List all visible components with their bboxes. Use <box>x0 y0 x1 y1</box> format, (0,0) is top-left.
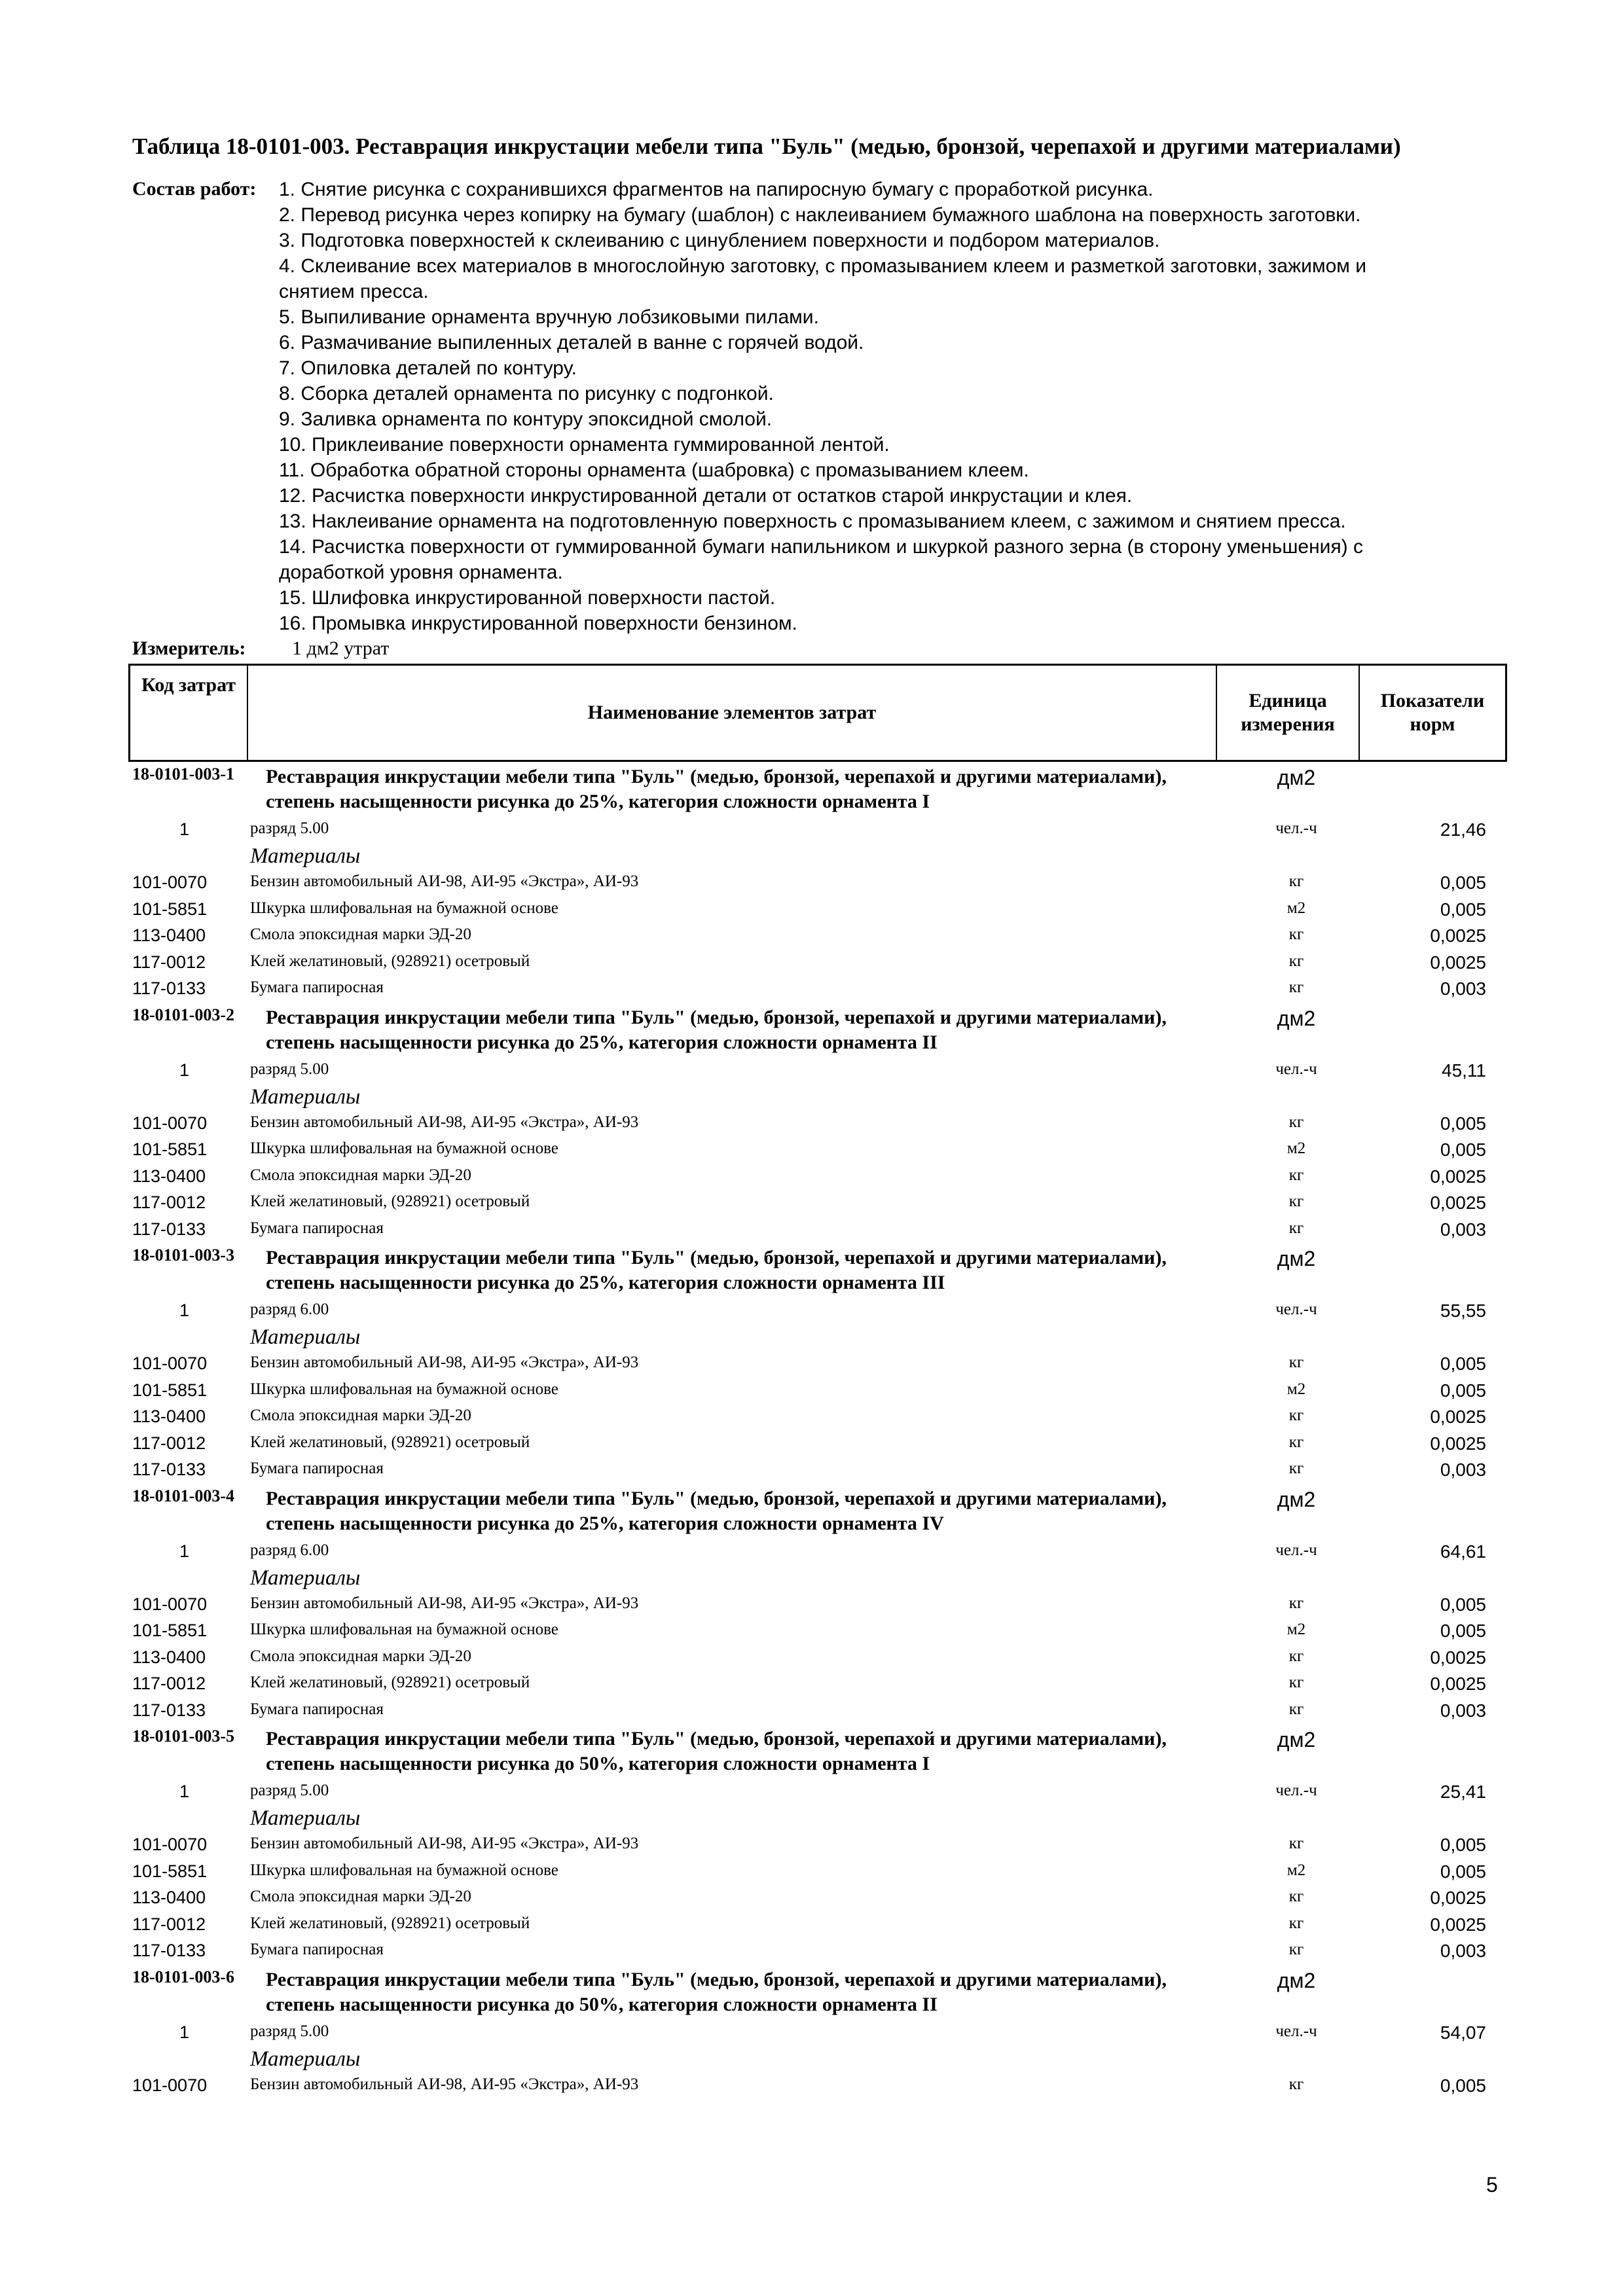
section-unit: дм2 <box>1277 1487 1316 1511</box>
material-norm: 0,005 <box>1440 1621 1486 1641</box>
works-list <box>279 177 1457 636</box>
material-name: Бензин автомобильный АИ-98, АИ-95 «Экстра», АИ-93 <box>250 1835 639 1852</box>
labor-code: 1 <box>179 1300 190 1320</box>
material-code: 117-0133 <box>132 978 206 998</box>
material-name: Клей желатиновый, (928921) осетровый <box>250 952 530 970</box>
labor-name: разряд 6.00 <box>250 1541 329 1559</box>
material-name: Бензин автомобильный АИ-98, АИ-95 «Экстра», АИ-93 <box>250 2075 639 2093</box>
material-unit: м2 <box>1286 1621 1306 1638</box>
material-name: Смола эпоксидная марки ЭД-20 <box>250 1407 471 1424</box>
section-unit: дм2 <box>1277 1006 1316 1030</box>
materials-label: Материалы <box>250 1566 361 1590</box>
material-name: Шкурка шлифовальная на бумажной основе <box>250 899 558 917</box>
material-unit: кг <box>1288 1700 1304 1718</box>
material-unit: кг <box>1288 1407 1304 1424</box>
labor-unit: чел.-ч <box>1275 1060 1317 1078</box>
labor-code: 1 <box>179 1782 190 1801</box>
work-item: 2. Перевод рисунка через копирку на бумагу (шаблон) с наклеиванием бумажного шаблона на поверхность заготовки. <box>279 204 1361 226</box>
section-unit: дм2 <box>1277 766 1316 789</box>
material-code: 117-0012 <box>132 1674 206 1693</box>
work-item: 14. Расчистка поверхности от гуммированной бумаги напильником и шкуркой разного зерна (в сторону уменьшения) с <box>279 536 1363 558</box>
material-norm: 0,003 <box>1440 1219 1486 1240</box>
material-norm: 0,005 <box>1440 872 1486 893</box>
materials-label: Материалы <box>250 1806 361 1830</box>
work-item: 1. Снятие рисунка с сохранившихся фрагментов на папиросную бумагу с проработкой рисунка. <box>279 179 1154 200</box>
section-name: Реставрация инкрустации мебели типа "Буль" (медью, бронзой, черепахой и другими материалами), степень насыщенности рисунка до 25%, категория сложности орнамента I <box>266 766 1167 812</box>
labor-code: 1 <box>179 1060 190 1080</box>
material-norm: 0,0025 <box>1430 1407 1486 1427</box>
material-name: Шкурка шлифовальная на бумажной основе <box>250 1861 558 1879</box>
material-code: 101-0070 <box>132 1354 208 1373</box>
material-code: 113-0400 <box>132 925 206 945</box>
material-unit: м2 <box>1286 899 1306 917</box>
material-norm: 0,005 <box>1440 899 1486 920</box>
material-code: 101-0070 <box>132 2075 208 2095</box>
material-norm: 0,003 <box>1440 1700 1486 1721</box>
material-code: 101-0070 <box>132 1594 208 1614</box>
material-norm: 0,0025 <box>1430 925 1486 946</box>
material-norm: 0,003 <box>1440 978 1486 999</box>
material-norm: 0,0025 <box>1430 1674 1486 1694</box>
header-norm <box>1360 666 1505 760</box>
material-name: Клей желатиновый, (928921) осетровый <box>250 1674 530 1691</box>
material-norm: 0,005 <box>1440 1835 1486 1855</box>
section-code: 18-0101-003-4 <box>132 1486 234 1505</box>
material-norm: 0,003 <box>1440 1941 1486 1961</box>
work-item: 4. Склеивание всех материалов в многослойную заготовку, с промазыванием клеем и разметкой заготовки, зажимом и <box>279 255 1366 277</box>
material-name: Клей желатиновый, (928921) осетровый <box>250 1433 530 1451</box>
work-item: 6. Размачивание выпиленных деталей в ванне с горячей водой. <box>279 332 864 353</box>
material-unit: кг <box>1288 2075 1304 2093</box>
material-code: 117-0012 <box>132 1914 206 1934</box>
work-item: 11. Обработка обратной стороны орнамента (шабровка) с промазыванием клеем. <box>279 459 1029 481</box>
material-name: Бумага папиросная <box>250 1460 384 1477</box>
work-item: 3. Подготовка поверхностей к склеиванию с цинублением поверхности и подбором материалов. <box>279 230 1160 251</box>
material-name: Бумага папиросная <box>250 1700 384 1718</box>
materials-label: Материалы <box>250 1325 361 1349</box>
measure-value: 1 дм2 утрат <box>292 637 390 659</box>
labor-name: разряд 6.00 <box>250 1300 329 1318</box>
section-code: 18-0101-003-6 <box>132 1967 234 1986</box>
material-norm: 0,005 <box>1440 1594 1486 1615</box>
work-item: 7. Опиловка деталей по контуру. <box>279 357 577 379</box>
material-code: 101-5851 <box>132 1621 208 1640</box>
work-item: 16. Промывка инкрустированной поверхности бензином. <box>279 613 797 634</box>
header-code: Код затрат <box>130 666 248 760</box>
labor-unit: чел.-ч <box>1275 1541 1317 1559</box>
material-norm: 0,0025 <box>1430 1193 1486 1213</box>
work-item: 13. Наклеивание орнамента на подготовленную поверхность с промазыванием клеем, с зажимом и снятием пресса. <box>279 511 1346 532</box>
material-code: 101-5851 <box>132 1380 208 1400</box>
labor-unit: чел.-ч <box>1275 1300 1317 1318</box>
material-name: Бумага папиросная <box>250 1219 384 1237</box>
material-unit: кг <box>1288 1166 1304 1184</box>
material-unit: кг <box>1288 978 1304 996</box>
header-name: Наименование элементов затрат <box>248 666 1217 760</box>
works-label: Состав работ: <box>132 178 257 200</box>
material-norm: 0,0025 <box>1430 1166 1486 1187</box>
section-name: Реставрация инкрустации мебели типа "Буль" (медью, бронзой, черепахой и другими материалами), степень насыщенности рисунка до 50%, категория сложности орнамента II <box>266 1968 1167 2015</box>
material-name: Шкурка шлифовальная на бумажной основе <box>250 1621 558 1638</box>
material-norm: 0,0025 <box>1430 1914 1486 1935</box>
header-unit <box>1217 666 1360 760</box>
labor-norm: 54,07 <box>1440 2022 1486 2043</box>
section-unit: дм2 <box>1277 1728 1316 1751</box>
material-code: 101-0070 <box>132 1835 208 1854</box>
material-name: Бензин автомобильный АИ-98, АИ-95 «Экстра», АИ-93 <box>250 1113 639 1131</box>
labor-norm: 45,11 <box>1442 1060 1486 1081</box>
material-unit: м2 <box>1286 1380 1306 1398</box>
material-code: 117-0012 <box>132 1433 206 1453</box>
material-code: 113-0400 <box>132 1888 206 1907</box>
section-code: 18-0101-003-2 <box>132 1005 234 1024</box>
material-code: 101-0070 <box>132 1113 208 1133</box>
material-norm: 0,005 <box>1440 1139 1486 1160</box>
work-item: снятием пресса. <box>279 281 429 302</box>
section-code: 18-0101-003-3 <box>132 1246 234 1265</box>
material-unit: кг <box>1288 1835 1304 1852</box>
material-norm: 0,005 <box>1440 1380 1486 1401</box>
labor-norm: 64,61 <box>1440 1541 1486 1562</box>
material-unit: кг <box>1288 1941 1304 1958</box>
material-code: 101-5851 <box>132 899 208 919</box>
material-norm: 0,005 <box>1440 1113 1486 1134</box>
work-item: 8. Сборка деталей орнамента по рисунку с подгонкой. <box>279 383 774 404</box>
material-norm: 0,005 <box>1440 1354 1486 1374</box>
table-header <box>128 664 1507 762</box>
material-unit: кг <box>1288 1433 1304 1451</box>
measure-label: Измеритель: <box>132 637 246 659</box>
material-name: Смола эпоксидная марки ЭД-20 <box>250 1888 471 1905</box>
material-name: Шкурка шлифовальная на бумажной основе <box>250 1139 558 1157</box>
material-code: 117-0133 <box>132 1941 206 1960</box>
section-code: 18-0101-003-5 <box>132 1727 234 1746</box>
material-norm: 0,003 <box>1440 1460 1486 1480</box>
material-norm: 0,0025 <box>1430 1888 1486 1908</box>
work-item: 10. Приклеивание поверхности орнамента гуммированной лентой. <box>279 434 890 456</box>
work-item: 5. Выпиливание орнамента вручную лобзиковыми пилами. <box>279 306 819 328</box>
material-name: Бумага папиросная <box>250 1941 384 1958</box>
labor-name: разряд 5.00 <box>250 2022 329 2040</box>
material-unit: кг <box>1288 1647 1304 1665</box>
material-code: 113-0400 <box>132 1166 206 1186</box>
material-unit: кг <box>1288 1460 1304 1477</box>
labor-norm: 21,46 <box>1440 819 1486 840</box>
section-name: Реставрация инкрустации мебели типа "Буль" (медью, бронзой, черепахой и другими материалами), степень насыщенности рисунка до 25%, категория сложности орнамента II <box>266 1006 1167 1053</box>
work-item: 12. Расчистка поверхности инкрустированной детали от остатков старой инкрустации и клея. <box>279 485 1133 507</box>
section-unit: дм2 <box>1277 1968 1316 1992</box>
material-unit: кг <box>1288 925 1304 943</box>
labor-name: разряд 5.00 <box>250 1060 329 1078</box>
material-norm: 0,005 <box>1440 1861 1486 1882</box>
material-name: Клей желатиновый, (928921) осетровый <box>250 1193 530 1210</box>
material-norm: 0,0025 <box>1430 1433 1486 1454</box>
material-norm: 0,0025 <box>1430 1647 1486 1668</box>
material-unit: кг <box>1288 1113 1304 1131</box>
labor-name: разряд 5.00 <box>250 1782 329 1799</box>
work-item: 9. Заливка орнамента по контуру эпоксидной смолой. <box>279 408 773 430</box>
work-item: 15. Шлифовка инкрустированной поверхности пастой. <box>279 587 776 609</box>
section-name: Реставрация инкрустации мебели типа "Буль" (медью, бронзой, черепахой и другими материалами), степень насыщенности рисунка до 25%, категория сложности орнамента IV <box>266 1487 1167 1534</box>
labor-code: 1 <box>179 1541 190 1561</box>
material-code: 117-0012 <box>132 952 206 972</box>
material-unit: кг <box>1288 1219 1304 1237</box>
material-code: 101-5851 <box>132 1861 208 1881</box>
labor-unit: чел.-ч <box>1275 2022 1317 2040</box>
material-unit: м2 <box>1286 1139 1306 1157</box>
materials-label: Материалы <box>250 844 361 868</box>
header-unit-line1: Единица <box>1249 690 1327 711</box>
material-unit: кг <box>1288 1914 1304 1932</box>
page-title: Таблица 18-0101-003. Реставрация инкрустации мебели типа "Буль" (медью, бронзой, черепахой и другими материалами) <box>132 134 1401 159</box>
material-code: 117-0133 <box>132 1700 206 1720</box>
work-item: доработкой уровня орнамента. <box>279 562 563 583</box>
material-name: Бензин автомобильный АИ-98, АИ-95 «Экстра», АИ-93 <box>250 1594 639 1612</box>
section-unit: дм2 <box>1277 1247 1316 1270</box>
material-name: Клей желатиновый, (928921) осетровый <box>250 1914 530 1932</box>
materials-label: Материалы <box>250 2047 361 2071</box>
material-name: Бензин автомобильный АИ-98, АИ-95 «Экстра», АИ-93 <box>250 1354 639 1371</box>
material-code: 101-0070 <box>132 872 208 892</box>
material-code: 117-0133 <box>132 1460 206 1479</box>
labor-code: 1 <box>179 819 190 839</box>
page-number: 5 <box>1486 2173 1498 2197</box>
material-name: Бумага папиросная <box>250 978 384 996</box>
section-name: Реставрация инкрустации мебели типа "Буль" (медью, бронзой, черепахой и другими материалами), степень насыщенности рисунка до 50%, категория сложности орнамента I <box>266 1728 1167 1774</box>
material-unit: м2 <box>1286 1861 1306 1879</box>
material-code: 117-0012 <box>132 1193 206 1212</box>
labor-unit: чел.-ч <box>1275 1782 1317 1799</box>
section-code: 18-0101-003-1 <box>132 764 234 783</box>
labor-norm: 25,41 <box>1440 1782 1486 1802</box>
material-name: Смола эпоксидная марки ЭД-20 <box>250 925 471 943</box>
material-unit: кг <box>1288 1888 1304 1905</box>
material-name: Бензин автомобильный АИ-98, АИ-95 «Экстра», АИ-93 <box>250 872 639 890</box>
header-unit-line2: измерения <box>1241 713 1335 735</box>
material-code: 113-0400 <box>132 1407 206 1426</box>
material-name: Смола эпоксидная марки ЭД-20 <box>250 1647 471 1665</box>
section-name: Реставрация инкрустации мебели типа "Буль" (медью, бронзой, черепахой и другими материалами), степень насыщенности рисунка до 25%, категория сложности орнамента III <box>266 1247 1167 1293</box>
material-unit: кг <box>1288 952 1304 970</box>
labor-norm: 55,55 <box>1440 1300 1486 1321</box>
material-unit: кг <box>1288 1594 1304 1612</box>
material-unit: кг <box>1288 1354 1304 1371</box>
material-code: 117-0133 <box>132 1219 206 1239</box>
labor-unit: чел.-ч <box>1275 819 1317 837</box>
materials-label: Материалы <box>250 1085 361 1109</box>
material-unit: кг <box>1288 872 1304 890</box>
material-unit: кг <box>1288 1193 1304 1210</box>
material-norm: 0,0025 <box>1430 952 1486 973</box>
header-norm-line1: Показатели <box>1380 690 1485 711</box>
material-norm: 0,005 <box>1440 2075 1486 2096</box>
material-code: 113-0400 <box>132 1647 206 1667</box>
material-unit: кг <box>1288 1674 1304 1691</box>
material-name: Шкурка шлифовальная на бумажной основе <box>250 1380 558 1398</box>
labor-code: 1 <box>179 2022 190 2042</box>
header-norm-line2: норм <box>1410 713 1455 735</box>
material-name: Смола эпоксидная марки ЭД-20 <box>250 1166 471 1184</box>
labor-name: разряд 5.00 <box>250 819 329 837</box>
material-code: 101-5851 <box>132 1139 208 1159</box>
